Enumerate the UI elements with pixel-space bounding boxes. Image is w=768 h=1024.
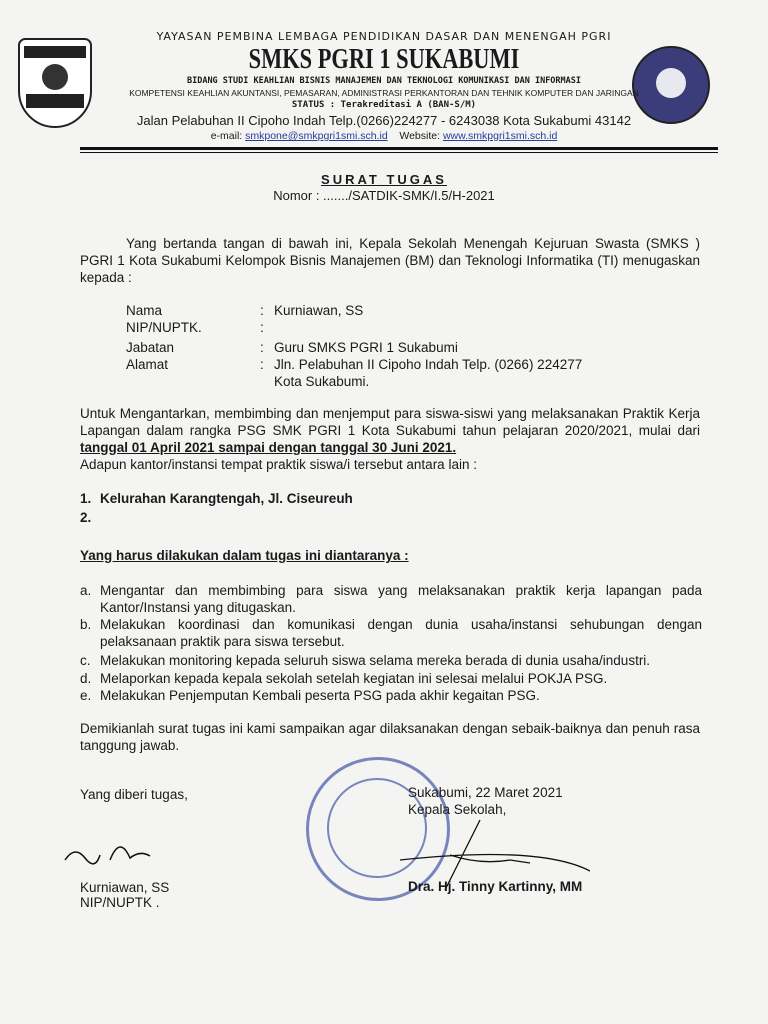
competence: KOMPETENSI KEAHLIAN AKUNTANSI, PEMASARAN, ADMINISTRASI PERKANTORAN DAN TEHNIK KOMPUTER DAN JARINGAN — [129, 88, 639, 98]
place-item — [80, 490, 702, 507]
duty-text: Melaporkan kepada kepala sekolah setelah kegiatan ini selesai melalui POKJA PSG. — [100, 671, 608, 686]
assignee-id: NIP/NUPTK . — [80, 895, 160, 910]
purpose-text-2: Adapun kantor/instansi tempat praktik siswa/i tersebut antara lain : — [80, 457, 477, 472]
field-value: Kurniawan, SS — [274, 303, 364, 318]
duty-item — [80, 670, 702, 687]
duty-text: Mengantar dan membimbing para siswa yang melaksanakan praktik kerja lapangan pada Kantor/Instansi yang ditugaskan. — [100, 583, 702, 615]
principal-title: Kepala Sekolah, — [408, 802, 507, 817]
letter-title: SURAT TUGAS — [321, 172, 447, 187]
contact-line — [0, 130, 768, 142]
email-link[interactable]: smkpone@smkpgri1smi.sch.id — [245, 130, 388, 142]
school-address: Jalan Pelabuhan II Cipoho Indah Telp.(0266)224277 - 6243038 Kota Sukabumi 43142 — [136, 113, 632, 128]
field-label: Jabatan — [126, 340, 175, 355]
assignee-name: Kurniawan, SS — [80, 880, 170, 895]
place-number: 2. — [80, 510, 92, 525]
assignee-label: Yang diberi tugas, — [80, 787, 188, 802]
school-name: SMKS PGRI 1 SUKABUMI — [248, 44, 520, 75]
field-value: Jln. Pelabuhan II Cipoho Indah Telp. (0266) 224277 — [274, 357, 583, 372]
duty-marker: a. — [80, 583, 92, 598]
duty-text: Melakukan koordinasi dan komunikasi dengan dunia usaha/instansi sehubungan dengan pelaksanaan praktik para siswa tersebut. — [100, 617, 702, 649]
colon: : — [260, 357, 264, 372]
duty-marker: b. — [80, 617, 92, 632]
assignee-signature — [60, 830, 180, 870]
intro-paragraph: Yang bertanda tangan di bawah ini, Kepala Sekolah Menengah Kejuruan Swasta (SMKS ) PGRI 1 Kota Sukabumi Kelompok Bisnis Manajemen (BM) dan Teknologi Informatika (TI) menugaskan kepada : — [80, 236, 700, 285]
duty-text: Melakukan monitoring kepada seluruh siswa selama mereka berada di dunia usaha/industri. — [100, 653, 651, 668]
accreditation-status: STATUS : Terakreditasi A (BAN-S/M) — [291, 100, 477, 110]
place-text: Kelurahan Karangtengah, Jl. Ciseureuh — [100, 491, 353, 506]
colon: : — [260, 303, 264, 318]
duty-marker: e. — [80, 688, 92, 703]
header-divider — [80, 147, 718, 153]
field-label: Alamat — [126, 357, 169, 372]
closing-paragraph: Demikianlah surat tugas ini kami sampaikan agar dilaksanakan dengan sebaik-baiknya dan penuh rasa tanggung jawab. — [80, 721, 700, 753]
purpose-paragraph — [80, 405, 700, 473]
website-link[interactable]: www.smkpgri1smi.sch.id — [442, 130, 558, 142]
duty-item — [80, 652, 702, 669]
duties-heading: Yang harus dilakukan dalam tugas ini diantaranya : — [80, 548, 409, 563]
website-label: Website: — [399, 130, 441, 142]
place-date: Sukabumi, 22 Maret 2021 — [408, 785, 563, 800]
field-value: Guru SMKS PGRI 1 Sukabumi — [274, 340, 458, 355]
duty-marker: c. — [80, 653, 91, 668]
purpose-dates: tanggal 01 April 2021 sampai dengan tanggal 30 Juni 2021. — [80, 440, 457, 455]
purpose-text: Untuk Mengantarkan, membimbing dan menjemput para siswa-siswi yang melaksanakan Praktik Kerja Lapangan dalam rangka PSG SMK PGRI 1 Kota Sukabumi tahun pelajaran 2020/2021, mulai dari — [80, 406, 700, 438]
colon: : — [260, 340, 264, 355]
letter-number: Nomor : ......./SATDIK-SMK/I.5/H-2021 — [273, 188, 495, 203]
duty-item — [80, 582, 702, 616]
place-number: 1. — [80, 491, 92, 506]
field-label: Nama — [126, 303, 163, 318]
foundation-name: YAYASAN PEMBINA LEMBAGA PENDIDIKAN DASAR DAN MENENGAH PGRI — [156, 30, 612, 43]
field-label: NIP/NUPTK. — [126, 320, 202, 335]
field-of-study: BIDANG STUDI KEAHLIAN BISNIS MANAJEMEN DAN TEKNOLOGI KOMUNIKASI DAN INFORMASI — [186, 76, 582, 86]
email-label: e-mail: — [210, 130, 243, 142]
colon: : — [260, 320, 264, 335]
field-value: Kota Sukabumi. — [274, 374, 370, 389]
principal-name: Dra. Hj. Tinny Kartinny, MM — [408, 879, 583, 894]
duty-item — [80, 616, 702, 650]
duty-text: Melakukan Penjemputan Kembali peserta PSG pada akhir kegaitan PSG. — [100, 688, 540, 703]
duty-item — [80, 687, 702, 704]
duty-marker: d. — [80, 671, 92, 686]
